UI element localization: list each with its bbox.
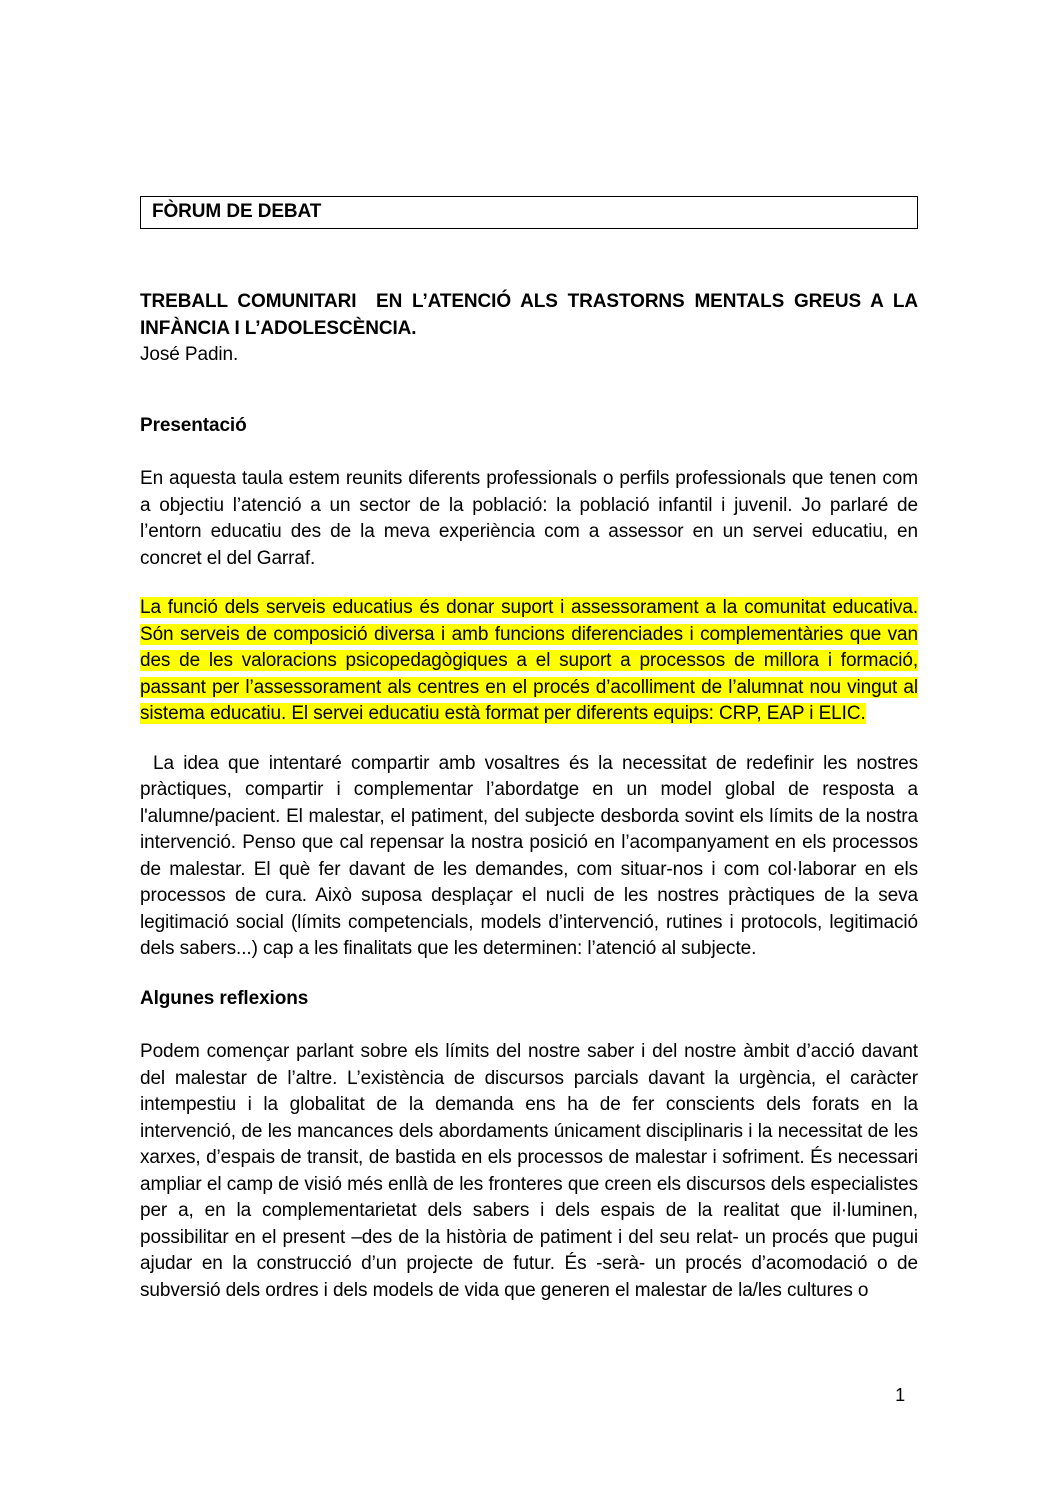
section-heading-reflexions: Algunes reflexions [140, 987, 309, 1009]
document-author: José Padin. [140, 344, 239, 365]
paragraph-presentacio-3: La idea que intentaré compartir amb vosaltres és la necessitat de redefinir les nostres pràctiques, compartir i complementar l’abordatge en un model global de resposta a l'alumne/pacient. El malestar, el patiment, del subjecte desborda sovint els límits de la nostra intervenció. Penso que cal repensar la nostra posició en l’acompanyament en els processos de malestar. El què fer davant de les demandes, com situar-nos i com col·laborar en els processos de cura. Això suposa desplaçar el nucli de les nostres pràctiques de la seva legitimació social (límits competencials, models d’intervenció, rutines i protocols, legitimació dels sabers...) cap a les finalitats que les determinen: l’atenció al subjecte. [140, 752, 918, 959]
document-title: TREBALL COMUNITARI EN L’ATENCIÓ ALS TRASTORNS MENTALS GREUS A LA INFÀNCIA I L’ADOLESCÈNCIA. [140, 291, 918, 339]
page-number: 1 [895, 1385, 905, 1405]
section-heading-presentacio: Presentació [140, 414, 247, 436]
header-box [140, 196, 918, 229]
highlighted-text: La funció dels serveis educatius és donar suport i assessorament a la comunitat educativa. Són serveis de composició diversa i amb funcions diferenciades i complementàries que van des de les valoracions psicopedagògiques a el suport a processos de millora i formació, passant per l’assessorament als centres en el procés d’acolliment de l’alumnat nou vingut al sistema educatiu. El servei educatiu està format per diferents equips: CRP, EAP i ELIC. [140, 597, 918, 724]
header-box-label: FÒRUM DE DEBAT [152, 201, 322, 223]
paragraph-reflexions-1: Podem començar parlant sobre els límits del nostre saber i del nostre àmbit d’acció davant del malestar de l’altre. L’existència de discursos parcials davant la urgència, el caràcter intempestiu i la globalitat de la demanda ens ha de fer conscients dels forats en la intervenció, de les mancances dels abordaments únicament disciplinaris i la necessitat de les xarxes, d’espais de transit, de bastida en els processos de malestar i sofriment. És necessari ampliar el camp de visió més enllà de les fronteres que creen els discursos dels especialistes per a, en la complementarietat dels sabers i dels espais de la realitat que il·luminen, possibilitar en el present –des de la història de patiment i del seu relat- un procés que pugui ajudar en la construcció d’un projecte de futur. És -serà- un procés d’acomodació o de subversió dels ordres i dels models de vida que generen el malestar de la/les cultures o [140, 1041, 918, 1301]
paragraph-presentacio-2-highlighted [140, 595, 918, 728]
paragraph-presentacio-1: En aquesta taula estem reunits diferents professionals o perfils professionals que tenen com a objectiu l’atenció a un sector de la població: la població infantil i juvenil. Jo parlaré de l’entorn educatiu des de la meva experiència com a assessor en un servei educatiu, en concret el del Garraf. [140, 468, 918, 569]
